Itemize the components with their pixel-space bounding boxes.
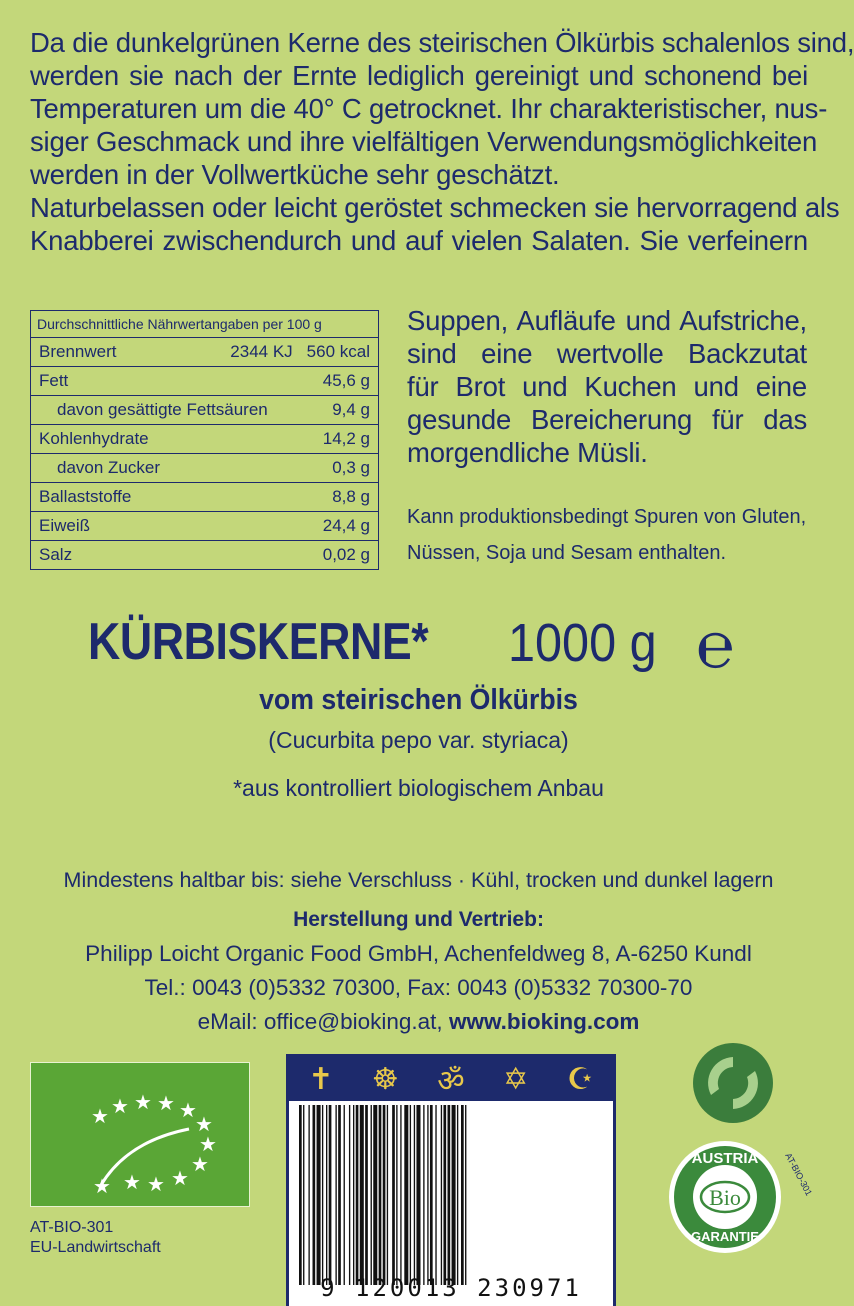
barcode-bar (308, 1105, 309, 1285)
intro-line: Da die dunkelgrünen Kerne des steirischen Ölkürbis schalenlos sind, (30, 27, 854, 58)
barcode-number: 9 120013 230971 (320, 1274, 582, 1302)
svg-text:★: ★ (179, 1098, 197, 1122)
barcode-bar (410, 1105, 411, 1285)
barcode-bar (356, 1105, 359, 1285)
barcode-bar (329, 1105, 332, 1285)
barcode-bar (423, 1105, 424, 1285)
green-dot-recycling-icon (693, 1043, 773, 1123)
barcode-bar (430, 1105, 433, 1285)
seal-code: AT-BIO-301 (783, 1151, 815, 1198)
intro-line: siger Geschmack und ihre vielfältigen Verwendungsmöglichkeiten (30, 126, 818, 157)
svg-text:★: ★ (195, 1112, 213, 1136)
nutrition-label: Ballaststoffe (39, 487, 132, 506)
om-icon: ॐ (437, 1064, 465, 1098)
intro-line: Temperaturen um die 40° C getrocknet. Ihr charakteristischer, nus- (30, 93, 828, 124)
barcode-bar (349, 1105, 350, 1285)
website-link[interactable]: www.bioking.com (448, 1009, 640, 1034)
nutrition-value: 24,4 g (322, 516, 370, 535)
nutrition-label: Kohlenhydrate (39, 429, 149, 448)
latin-name: (Cucurbita pepo var. styriaca) (268, 727, 569, 753)
crescent-star-icon: ☪ (566, 1062, 594, 1096)
eu-organic-logo (30, 1062, 250, 1207)
barcode-bar (465, 1105, 466, 1285)
intro-line: werden in der Vollwertküche sehr geschätzt. (30, 159, 560, 190)
svg-text:★: ★ (147, 1172, 165, 1196)
nutrition-header: Durchschnittliche Nährwertangaben per 100 g (31, 311, 378, 338)
barcode-bar (373, 1105, 377, 1285)
side-line: morgendliche Müsli. (407, 437, 648, 468)
barcode-bar (441, 1105, 442, 1285)
side-line: sind eine wertvolle Backzutat (407, 338, 807, 369)
barcode-bar (326, 1105, 327, 1285)
organic-note: *aus kontrolliert biologischem Anbau (233, 775, 604, 801)
net-weight: 1000 g (508, 613, 657, 673)
barcode-bar (416, 1105, 420, 1285)
side-line: für Brot und Kuchen und eine (407, 371, 807, 402)
svg-text:★: ★ (199, 1132, 217, 1156)
svg-text:★: ★ (191, 1152, 209, 1176)
religious-symbols-strip (289, 1057, 613, 1101)
barcode-bar (322, 1105, 323, 1285)
barcode-bars (297, 1105, 607, 1285)
barcode-bar (452, 1105, 456, 1285)
dharma-wheel-icon: ☸ (371, 1062, 399, 1096)
barcode-bar (303, 1105, 304, 1285)
barcode-bar (427, 1105, 428, 1285)
star-of-david-icon: ✡ (503, 1062, 529, 1096)
eu-control-code: AT-BIO-301 (30, 1219, 114, 1236)
email-text: eMail: office@bioking.at, (197, 1009, 449, 1034)
svg-text:★: ★ (93, 1174, 111, 1198)
cross-icon: ✝ (308, 1062, 334, 1096)
allergen-line: Nüssen, Soja und Sesam enthalten. (407, 542, 727, 564)
nutrition-value: 14,2 g (322, 429, 370, 448)
nutrition-label: davon Zucker (57, 458, 160, 477)
product-subtitle: vom steirischen Ölkürbis (259, 684, 578, 716)
svg-text:★: ★ (157, 1091, 175, 1115)
svg-text:★: ★ (91, 1104, 109, 1128)
nutrition-label: Brennwert (39, 342, 117, 361)
nutrition-label: Eiweiß (39, 516, 91, 535)
nutrition-value: 0,02 g (322, 545, 370, 564)
eu-certification-text (30, 1218, 161, 1258)
phone-fax: Tel.: 0043 (0)5332 70300, Fax: 0043 (0)5332 70300-70 (144, 975, 693, 1000)
nutrition-label: davon gesättigte Fettsäuren (57, 400, 268, 419)
barcode-bar (414, 1105, 415, 1285)
nutrition-value: 9,4 g (332, 400, 370, 419)
company-address: Philipp Loicht Organic Food GmbH, Achenfeldweg 8, A-6250 Kundl (85, 941, 752, 966)
energy-kj: 2344 KJ (230, 342, 293, 361)
barcode-bar (404, 1105, 408, 1285)
svg-text:★: ★ (123, 1170, 141, 1194)
barcode-bar (448, 1105, 451, 1285)
estimated-sign-icon: ℮ (696, 609, 735, 683)
side-line: gesunde Bereicherung für das (407, 404, 807, 435)
barcode-bar (344, 1105, 345, 1285)
barcode-bar (360, 1105, 364, 1285)
eu-origin: EU-Landwirtschaft (30, 1239, 161, 1256)
energy-kcal: 560 kcal (306, 342, 370, 361)
barcode-bar (435, 1105, 436, 1285)
barcode-bar (396, 1105, 397, 1285)
seal-top-text: AUSTRIA (691, 1150, 759, 1167)
intro-line: Knabberei zwischendurch und auf vielen Salaten. Sie verfeinern (30, 225, 808, 256)
barcode-panel (286, 1054, 616, 1306)
barcode-bar (335, 1105, 336, 1285)
barcode-bar (392, 1105, 395, 1285)
barcode-bar (299, 1105, 302, 1285)
barcode-bar (457, 1105, 458, 1285)
barcode-bar (379, 1105, 382, 1285)
barcode-bar (317, 1105, 321, 1285)
product-name: KÜRBISKERNE* (88, 613, 429, 671)
svg-text:★: ★ (134, 1090, 152, 1114)
barcode-bar (400, 1105, 401, 1285)
nutrition-label: Fett (39, 371, 69, 390)
barcode-bar (338, 1105, 341, 1285)
barcode-bar (371, 1105, 372, 1285)
barcode-bar (365, 1105, 368, 1285)
barcode-bar (313, 1105, 316, 1285)
storage-note: Mindestens haltbar bis: siehe Verschluss · Kühl, trocken und dunkel lagern (63, 868, 774, 892)
contact-line (0, 1008, 837, 1036)
nutrition-value: 45,6 g (322, 371, 370, 390)
producer-heading: Herstellung und Vertrieb: (293, 908, 544, 931)
eu-leaf-stars-icon (31, 1063, 249, 1206)
seal-center-text: Bio (709, 1185, 741, 1210)
barcode-bar (353, 1105, 354, 1285)
allergen-line: Kann produktionsbedingt Spuren von Gluten, (407, 506, 807, 528)
barcode-bar (461, 1105, 464, 1285)
nutrition-value: 0,3 g (332, 458, 370, 477)
svg-text:★: ★ (111, 1094, 129, 1118)
nutrition-label: Salz (39, 545, 73, 564)
intro-line: werden sie nach der Ernte lediglich gereinigt und schonend bei (30, 60, 808, 91)
intro-line: Naturbelassen oder leicht geröstet schmecken sie hervorragend als (30, 192, 840, 223)
svg-text:★: ★ (171, 1166, 189, 1190)
nutrition-value: 8,8 g (332, 487, 370, 506)
barcode-bar (383, 1105, 386, 1285)
side-line: Suppen, Aufläufe und Aufstriche, (407, 305, 807, 336)
barcode-bar (443, 1105, 446, 1285)
seal-bottom-text: GARANTIE (691, 1229, 759, 1244)
barcode-bar (387, 1105, 388, 1285)
austria-bio-garantie-seal-icon (665, 1135, 815, 1255)
